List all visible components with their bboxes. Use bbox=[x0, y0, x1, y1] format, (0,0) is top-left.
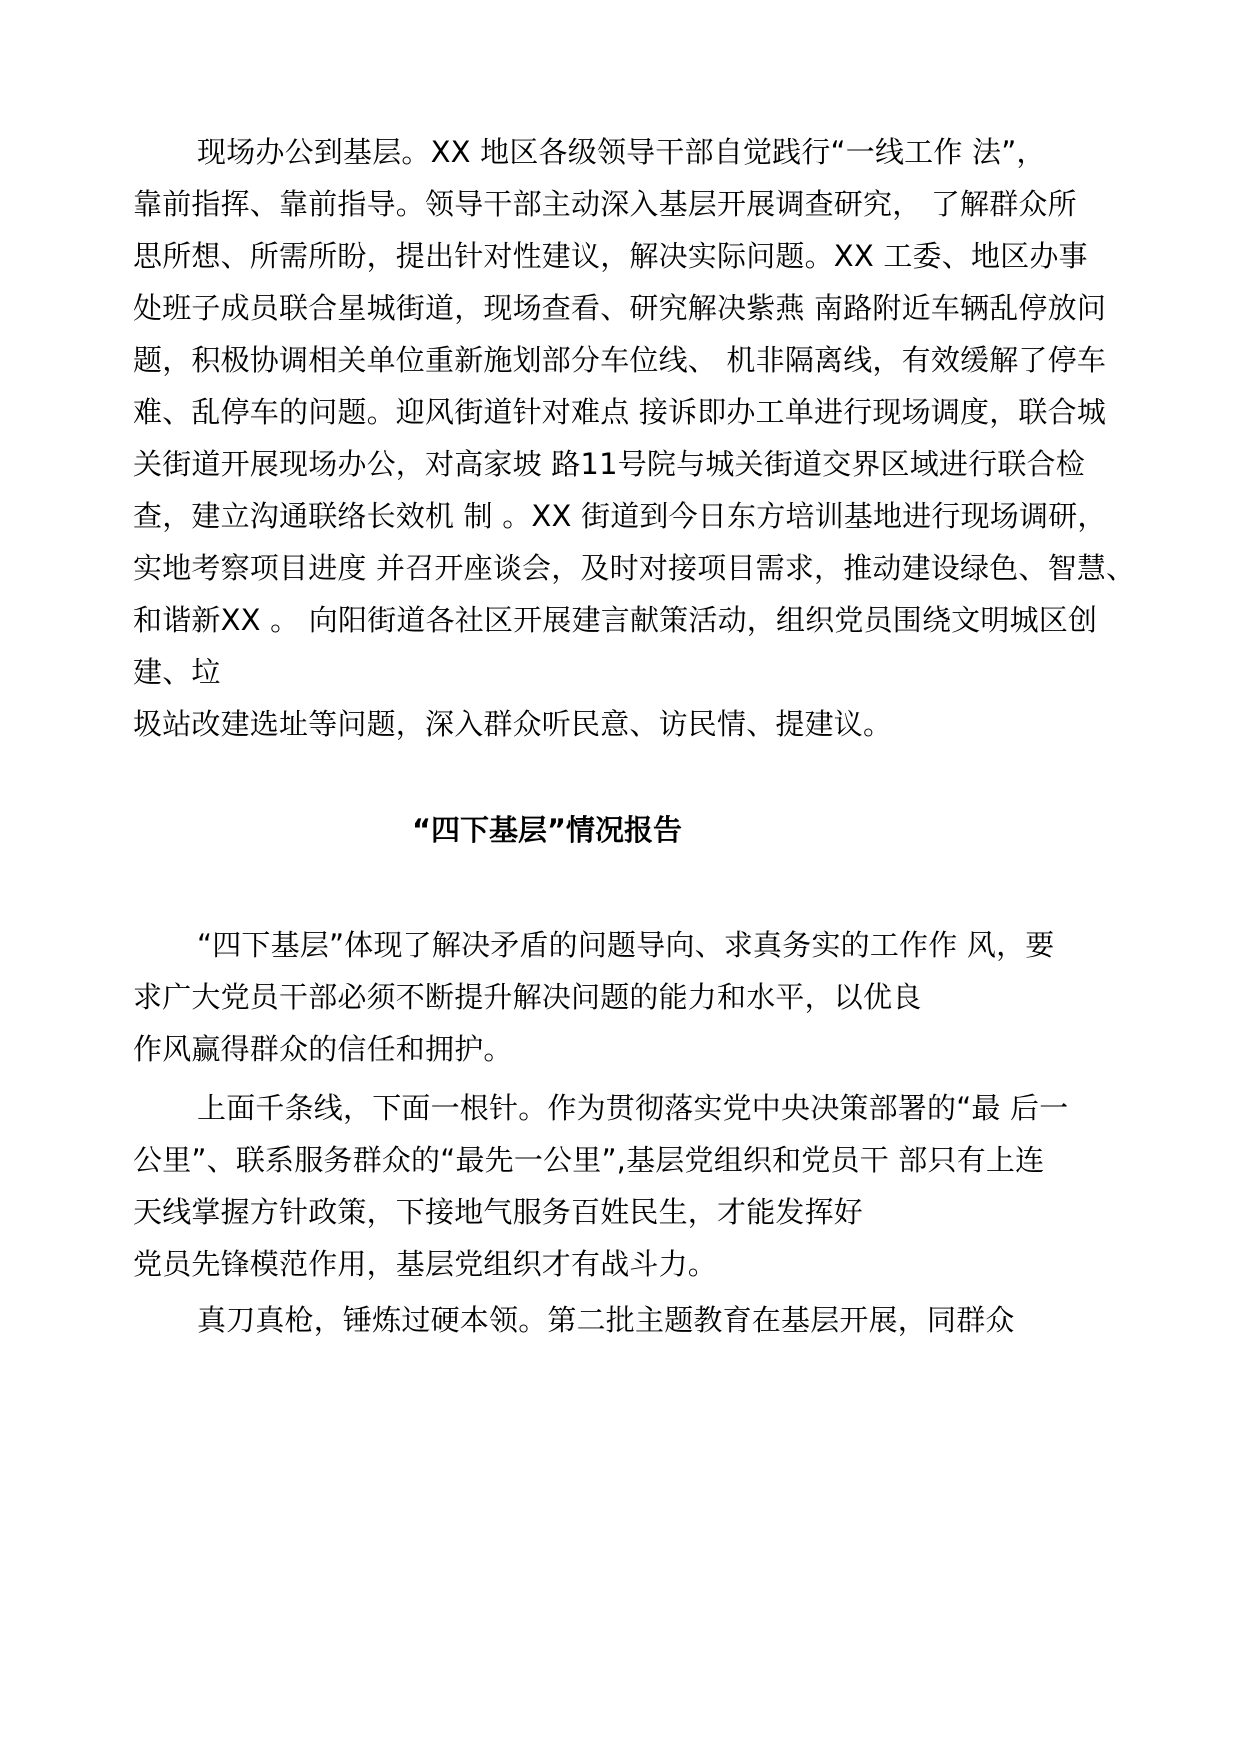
paragraph-1-line-8: 查，建立沟通联络长效机 制 。XX 街道到今日东方培训基地进行现场调研， bbox=[133, 499, 1107, 533]
paragraph-3-line-1: 上面千条线，下面一根针。作为贯彻落实党中央决策部署的“最 后一 bbox=[197, 1091, 1069, 1125]
paragraph-1-line-12: 圾站改建选址等问题，深入群众听民意、访民情、提建议。 bbox=[133, 707, 893, 741]
paragraph-1-line-7: 关街道开展现场办公，对高家坡 路11号院与城关街道交界区域进行联合检 bbox=[133, 447, 1085, 481]
paragraph-4-line-1: 真刀真枪，锤炼过硬本领。第二批主题教育在基层开展，同群众 bbox=[197, 1303, 1015, 1337]
paragraph-1-line-10: 和谐新XX 。 向阳街道各社区开展建言献策活动，组织党员围绕文明城区创 bbox=[133, 603, 1098, 637]
paragraph-1-line-9: 实地考察项目进度 并召开座谈会，及时对接项目需求，推动建设绿色、智慧、 bbox=[133, 551, 1136, 585]
paragraph-2-line-1: “四下基层”体现了解决矛盾的问题导向、求真务实的工作作 风，要 bbox=[197, 928, 1055, 962]
report-title: “四下基层”情况报告 bbox=[411, 813, 683, 847]
paragraph-1-line-11: 建、垃 bbox=[133, 655, 221, 689]
paragraph-1-line-2: 靠前指挥、靠前指导。领导干部主动深入基层开展调查研究， 了解群众所 bbox=[133, 187, 1077, 221]
paragraph-3-line-3: 天线掌握方针政策，下接地气服务百姓民生，才能发挥好 bbox=[133, 1195, 864, 1229]
paragraph-3-line-4: 党员先锋模范作用，基层党组织才有战斗力。 bbox=[133, 1247, 718, 1281]
paragraph-3-line-2: 公里”、联系服务群众的“最先一公里”,基层党组织和党员干 部只有上连 bbox=[133, 1143, 1045, 1177]
paragraph-1-line-1: 现场办公到基层。XX 地区各级领导干部自觉践行“一线工作 法”， bbox=[197, 135, 1046, 169]
paragraph-1-line-6: 难、乱停车的问题。迎风街道针对难点 接诉即办工单进行现场调度，联合城 bbox=[133, 395, 1107, 429]
paragraph-1-line-4: 处班子成员联合星城街道，现场查看、研究解决紫燕 南路附近车辆乱停放问 bbox=[133, 291, 1107, 325]
paragraph-1-line-3: 思所想、所需所盼，提出针对性建议，解决实际问题。XX 工委、地区办事 bbox=[133, 239, 1088, 273]
paragraph-2-line-2: 求广大党员干部必须不断提升解决问题的能力和水平，以优良 bbox=[133, 980, 922, 1014]
paragraph-1-line-5: 题，积极协调相关单位重新施划部分车位线、 机非隔离线，有效缓解了停车 bbox=[133, 343, 1107, 377]
paragraph-2-line-3: 作风赢得群众的信任和拥护。 bbox=[133, 1032, 513, 1066]
